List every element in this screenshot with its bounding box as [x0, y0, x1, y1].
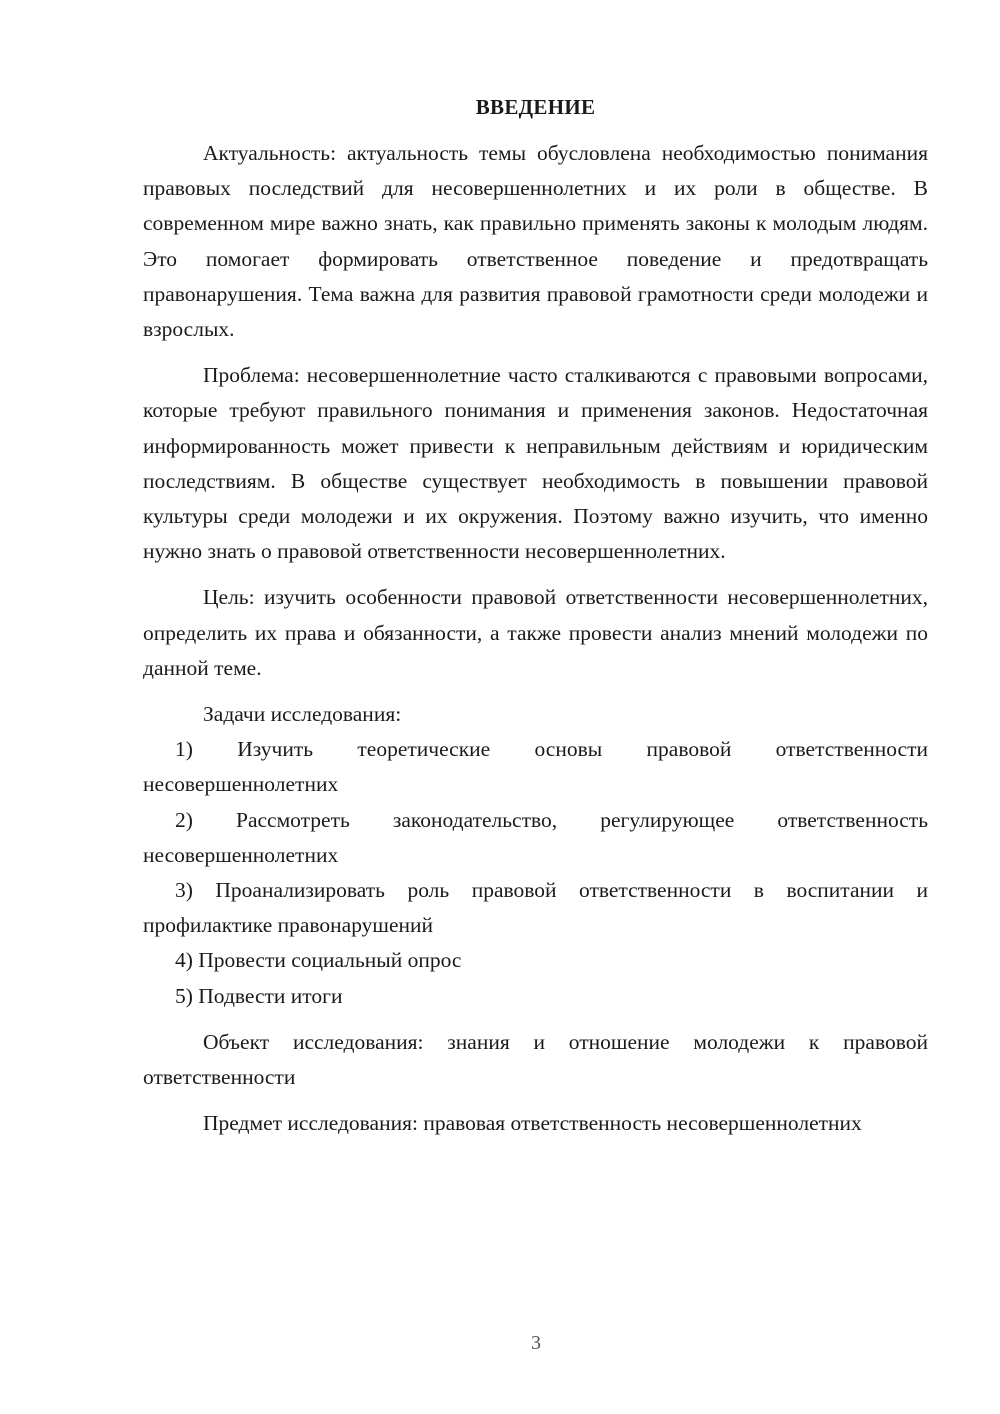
paragraph-problem: Проблема: несовершеннолетние часто сталкиваются с правовыми вопросами, которые требуют правильного понимания и применения законов. Недостаточная информированность может привести к неправильным действиям и юридическим последствиям. В обществе существует необходимость в повышении правовой культуры среди молодежи и их окружения. Поэтому важно изучить, что именно нужно знать о правовой ответственности несовершеннолетних.: [143, 363, 928, 564]
task-item-4: 4) Провести социальный опрос: [175, 948, 462, 973]
paragraph-object: Объект исследования: знания и отношение молодежи к правовой ответственности: [143, 1029, 928, 1090]
paragraph-relevance: Актуальность: актуальность темы обусловлена необходимостью понимания правовых последствий для несовершеннолетних и их роли в обществе. В современном мире важно знать, как правильно применять законы к молодым людям. Это помогает формировать ответственное поведение и предотвращать правонарушения. Тема важна для развития правовой грамотности среди молодежи и взрослых.: [143, 141, 928, 342]
section-heading: ВВЕДЕНИЕ: [475, 95, 596, 119]
document-body: [143, 90, 928, 1141]
paragraph-subject: Предмет исследования: правовая ответственность несовершеннолетних: [203, 1111, 862, 1136]
task-item-2: 2) Рассмотреть законодательство, регулирующее ответственность несовершеннолетних: [143, 807, 928, 867]
task-item-5: 5) Подвести итоги: [175, 983, 343, 1008]
task-item-1: 1) Изучить теоретические основы правовой ответственности несовершеннолетних: [143, 737, 928, 797]
page-number: 3: [531, 1332, 541, 1354]
task-item-3: 3) Проанализировать роль правовой ответственности в воспитании и профилактике правонарушений: [143, 878, 928, 938]
tasks-title: Задачи исследования:: [203, 702, 402, 727]
paragraph-goal: Цель: изучить особенности правовой ответственности несовершеннолетних, определить их права и обязанности, а также провести анализ мнений молодежи по данной теме.: [143, 585, 928, 680]
